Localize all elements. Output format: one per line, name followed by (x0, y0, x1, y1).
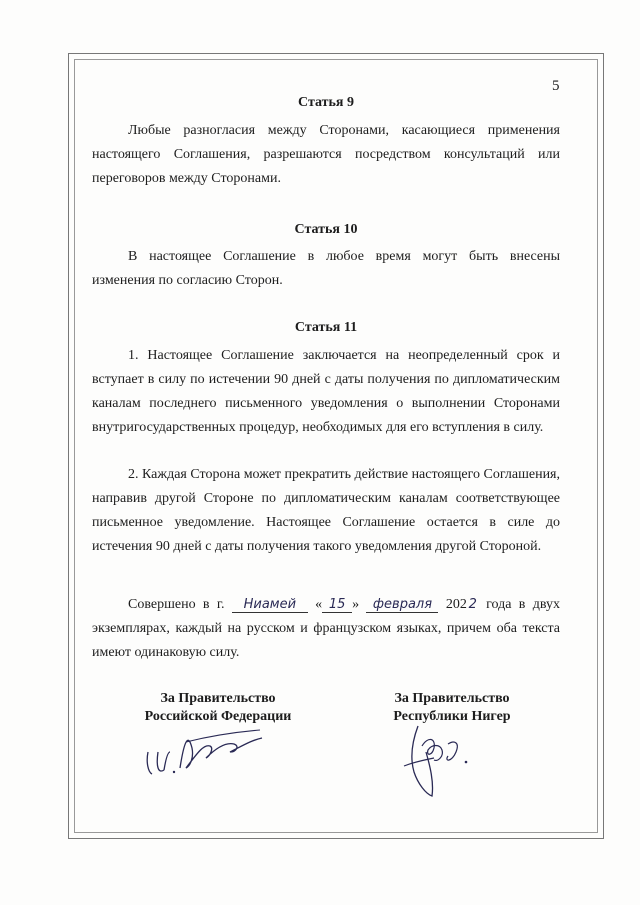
year-prefix: 202 (445, 597, 467, 612)
year-digit-handwritten: 2 (468, 597, 477, 612)
closing-prefix: Совершено в г. (128, 597, 225, 612)
signatory-left-line2: Российской Федерации (144, 709, 292, 724)
article-11-paragraph-1: 1. Настоящее Соглашение заключается на неопределенный срок и вступает в силу по истечении 90 дней с даты получения по дипломатическим каналам последнего письменного уведомления о выполнении Сторонами внутригосударственных процедур, необходимых для его вступления в силу. (92, 348, 560, 435)
quote-open: « (315, 597, 323, 612)
article-11-paragraph-2: 2. Каждая Сторона может прекратить действие настоящего Соглашения, направив другой Стороне по дипломатическим каналам соответствующее письменное уведомление. Настоящее Соглашение остается в силе до истечения 90 дней с даты получения такого уведомления другой Стороной. (92, 467, 560, 554)
month-handwritten: февраля (366, 598, 438, 613)
quote-close: » (352, 597, 360, 612)
signatory-right-line1: За Правительство (394, 691, 510, 706)
signatory-left-line1: За Правительство (160, 691, 276, 706)
signatory-right-line2: Республики Нигер (393, 709, 511, 724)
closing-paragraph (92, 593, 560, 665)
signature-left (140, 722, 270, 784)
article-9-paragraph: Любые разногласия между Сторонами, касающиеся применения настоящего Соглашения, разрешаются посредством консультаций или переговоров между Сторонами. (92, 123, 560, 186)
article-10-paragraph: В настоящее Соглашение в любое время могут быть внесены изменения по согласию Сторон. (92, 249, 560, 288)
article-9-title: Статья 9 (298, 95, 354, 110)
signatory-right (372, 690, 532, 726)
article-11-title: Статья 11 (294, 320, 358, 335)
signatory-left (122, 690, 314, 726)
page-number: 5 (552, 78, 560, 94)
closing-rest: года в двух экземплярах, каждый на русском и французском языках, причем оба текста имеют одинаковую силу. (92, 597, 560, 660)
signature-right (398, 722, 478, 800)
city-handwritten: Ниамей (232, 598, 308, 613)
article-10-title: Статья 10 (294, 222, 358, 237)
day-handwritten: 15 (322, 598, 352, 613)
